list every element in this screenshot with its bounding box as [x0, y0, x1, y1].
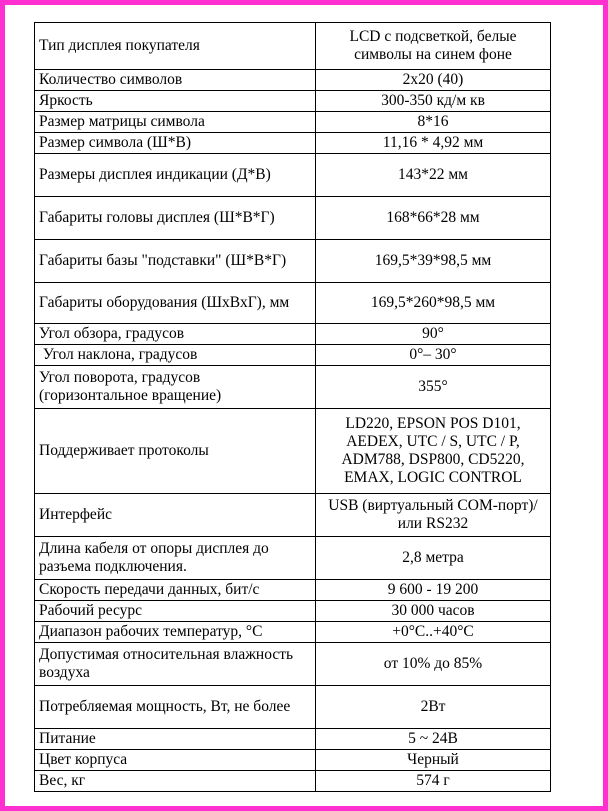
row-label: Угол обзора, градусов [35, 324, 316, 345]
row-label: Размер символа (Ш*В) [35, 133, 316, 154]
row-value: 30 000 часов [316, 601, 551, 622]
table-row [35, 409, 551, 494]
row-value: 169,5*39*98,5 мм [316, 240, 551, 283]
row-value: 169,5*260*98,5 мм [316, 283, 551, 324]
row-label: Диапазон рабочих температур, °С [35, 622, 316, 643]
row-value: 300-350 кд/м кв [316, 91, 551, 112]
row-label: Габариты базы "подставки" (Ш*В*Г) [35, 240, 316, 283]
table-row [35, 197, 551, 240]
row-label: Размер матрицы символа [35, 112, 316, 133]
row-label: Вес, кг [35, 771, 316, 792]
row-value: 355° [316, 366, 551, 409]
row-label: Потребляемая мощность, Вт, не более [35, 686, 316, 729]
table-row [35, 133, 551, 154]
row-label: Угол поворота, градусов (горизонтальное вращение) [35, 366, 316, 409]
row-label: Длина кабеля от опоры дисплея до разъема подключения. [35, 537, 316, 580]
table-row [35, 324, 551, 345]
row-value: 168*66*28 мм [316, 197, 551, 240]
table-row [35, 366, 551, 409]
row-label: Тип дисплея покупателя [35, 23, 316, 70]
table-row [35, 91, 551, 112]
table-row [35, 494, 551, 537]
row-value: 2,8 метра [316, 537, 551, 580]
row-value: 2х20 (40) [316, 70, 551, 91]
table-row [35, 622, 551, 643]
row-label: Угол наклона, градусов [35, 345, 316, 366]
table-row [35, 643, 551, 686]
row-label: Допустимая относительная влажность воздуха [35, 643, 316, 686]
row-label: Рабочий ресурс [35, 601, 316, 622]
table-row [35, 729, 551, 750]
table-row [35, 537, 551, 580]
row-value: от 10% до 85% [316, 643, 551, 686]
table-row [35, 70, 551, 91]
spec-table [34, 22, 551, 792]
row-label: Количество символов [35, 70, 316, 91]
row-label: Яркость [35, 91, 316, 112]
table-row [35, 154, 551, 197]
table-row [35, 345, 551, 366]
row-value: 9 600 - 19 200 [316, 580, 551, 601]
row-value: +0°С..+40°С [316, 622, 551, 643]
row-value: 0°– 30° [316, 345, 551, 366]
table-row [35, 240, 551, 283]
table-row [35, 750, 551, 771]
row-value: LD220, EPSON POS D101, AEDEX, UTC / S, UTC / P, ADM788, DSP800, CD5220, EMAX, LOGIC CONTROL [316, 409, 551, 494]
row-value: Черный [316, 750, 551, 771]
row-label: Скорость передачи данных, бит/с [35, 580, 316, 601]
row-label: Интерфейс [35, 494, 316, 537]
table-row [35, 601, 551, 622]
row-value: 143*22 мм [316, 154, 551, 197]
row-label: Размеры дисплея индикации (Д*В) [35, 154, 316, 197]
table-row [35, 580, 551, 601]
row-value: 2Вт [316, 686, 551, 729]
table-row [35, 23, 551, 70]
row-label: Цвет корпуса [35, 750, 316, 771]
spec-table-body [35, 23, 551, 792]
row-value: 90° [316, 324, 551, 345]
row-value: LCD с подсветкой, белые символы на синем фоне [316, 23, 551, 70]
row-value: 5 ~ 24В [316, 729, 551, 750]
table-row [35, 771, 551, 792]
table-row [35, 686, 551, 729]
row-value: 574 г [316, 771, 551, 792]
table-row [35, 112, 551, 133]
table-row [35, 283, 551, 324]
row-value: USB (виртуальный COM-порт)/или RS232 [316, 494, 551, 537]
row-label: Габариты головы дисплея (Ш*В*Г) [35, 197, 316, 240]
row-value: 11,16 * 4,92 мм [316, 133, 551, 154]
row-value: 8*16 [316, 112, 551, 133]
row-label: Поддерживает протоколы [35, 409, 316, 494]
row-label: Габариты оборудования (ШхВхГ), мм [35, 283, 316, 324]
row-label: Питание [35, 729, 316, 750]
